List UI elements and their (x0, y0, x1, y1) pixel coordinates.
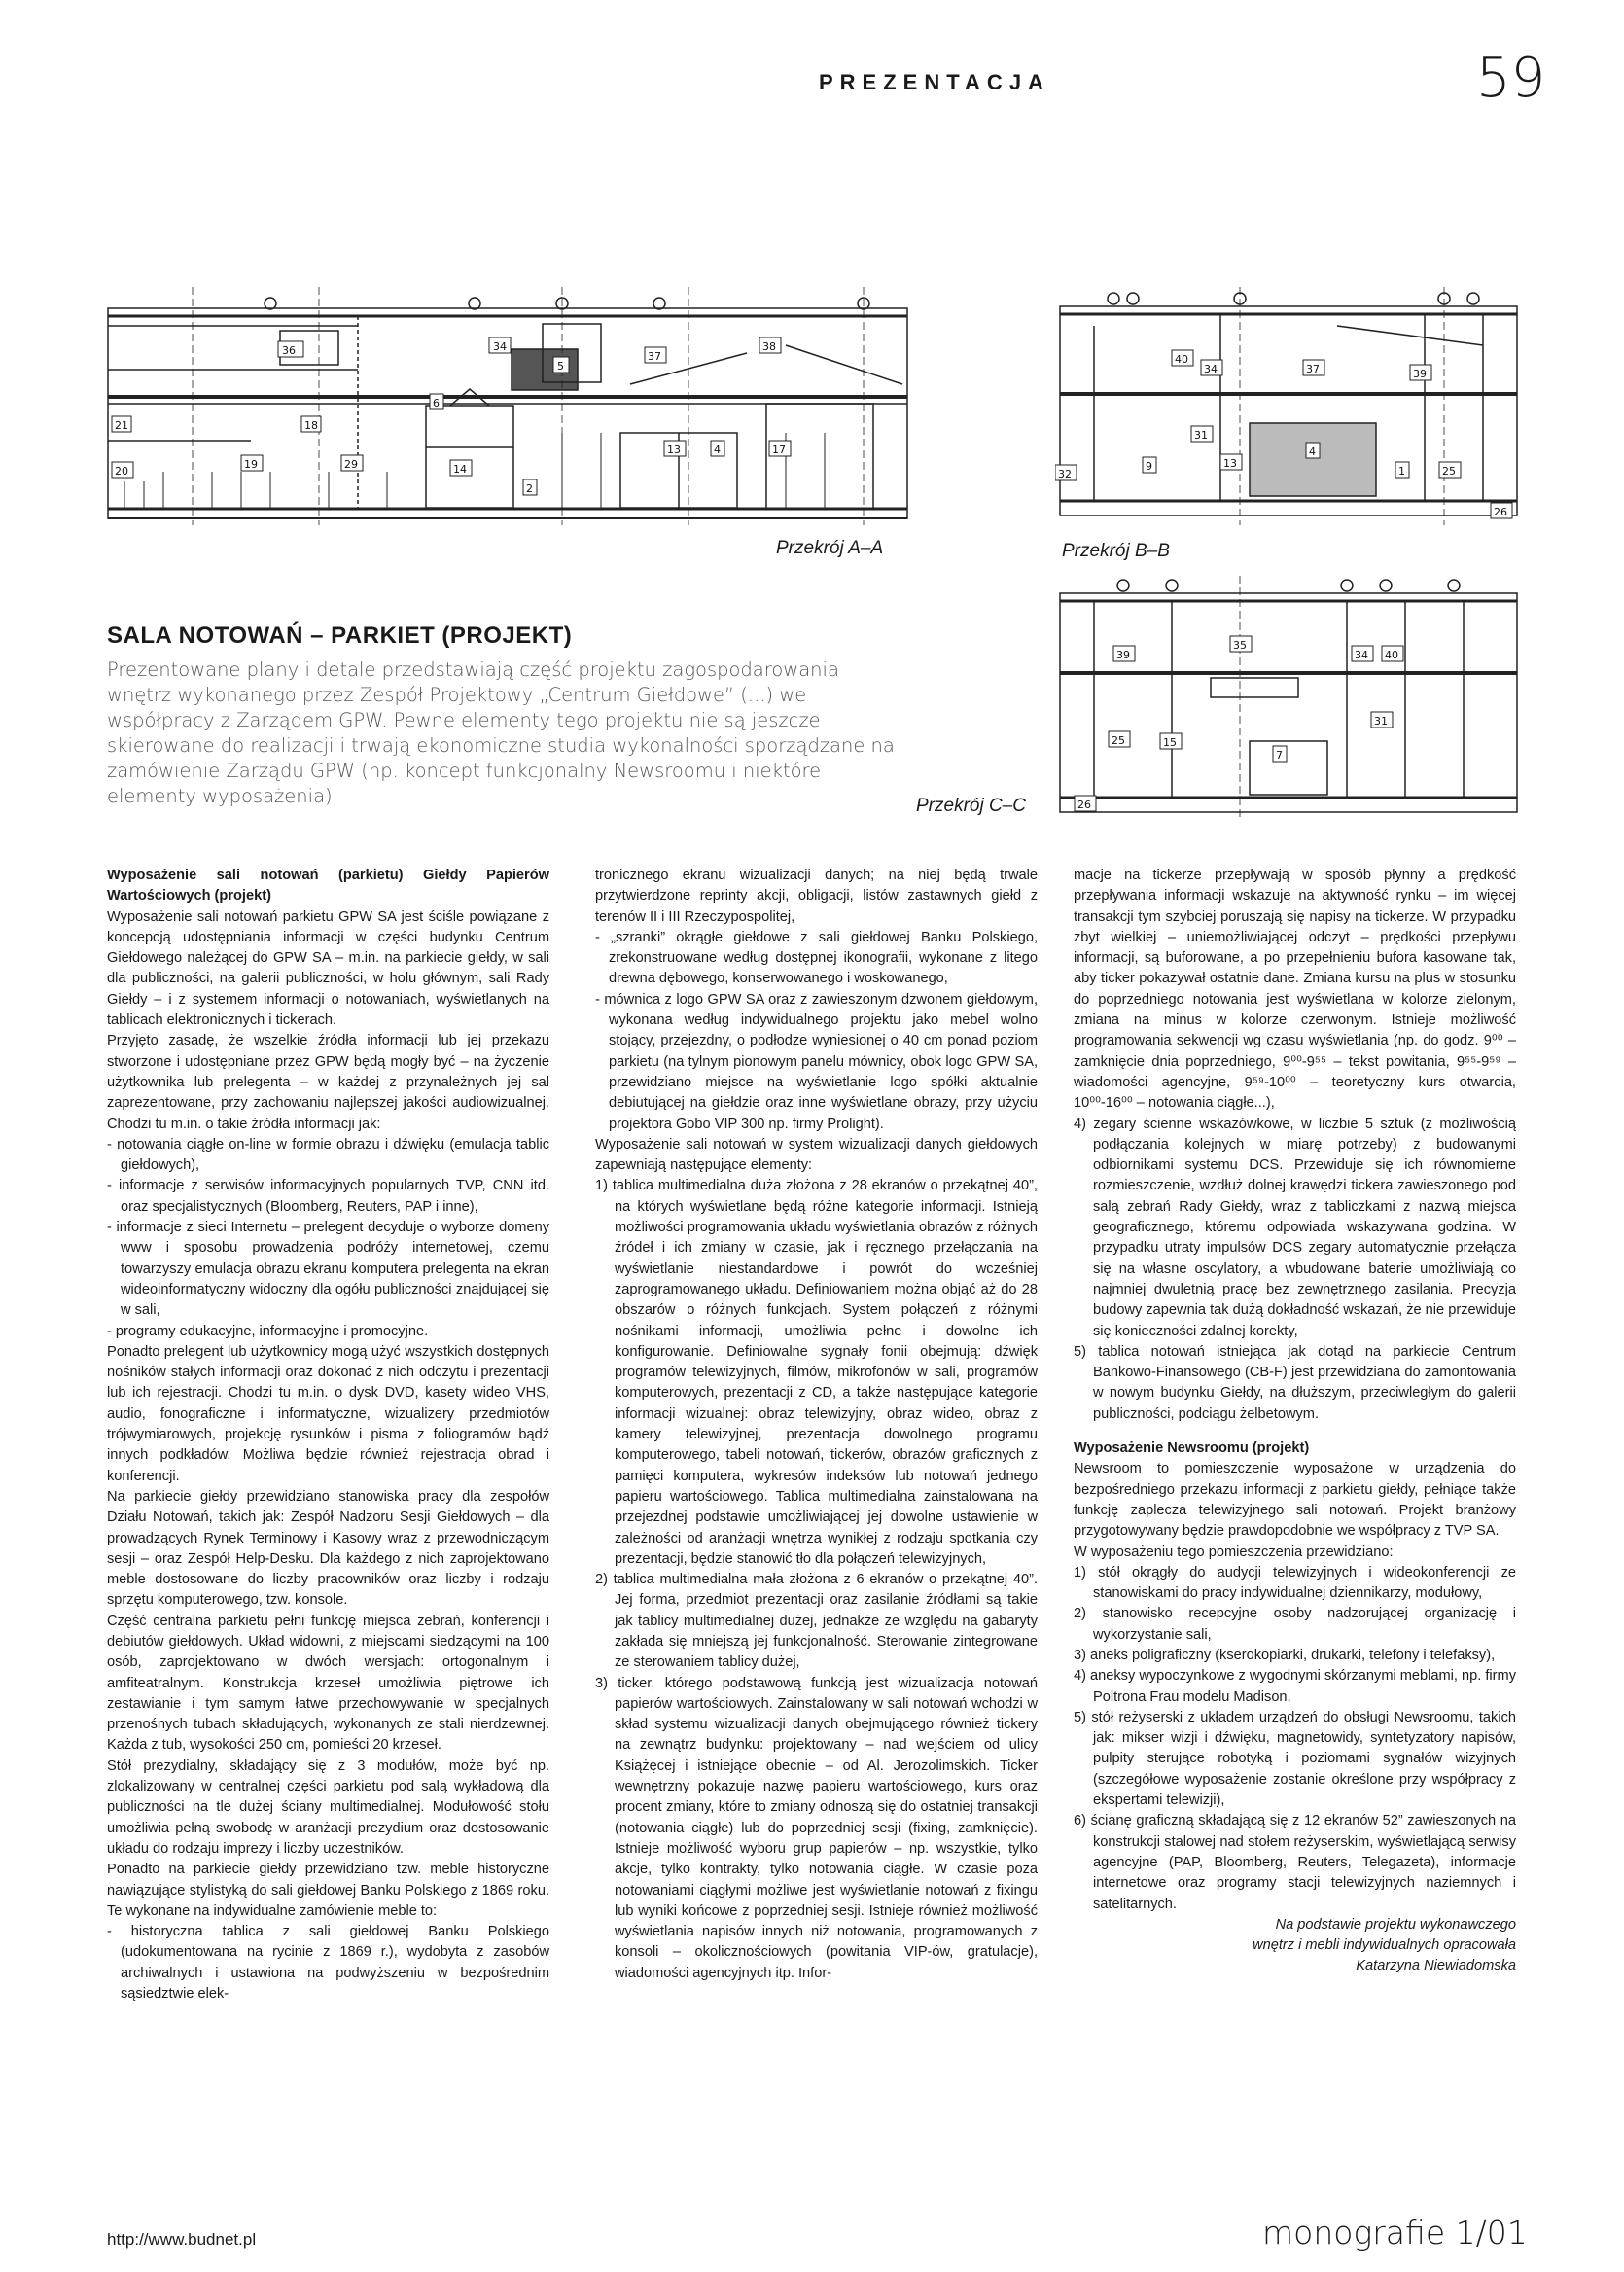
page-number: 59 (1476, 47, 1546, 110)
tag-label: 15 (1163, 736, 1177, 749)
signature-author: Katarzyna Niewiadomska (1356, 1958, 1516, 1974)
bullet-item: - mównica z logo GPW SA oraz z zawieszonym dzwonem giełdowym, wykonana według indywidualnego projektu jako mebel wolno stojący, przejezdny, o podłodze wyniesionej o 40 cm ponad poziom parkietu (na tylnym pionowym panelu mównicy, obok logo GPW SA, przewidziano miejsce na wyświetlanie logo spółki aktualnie debiutującej na giełdzie oraz inne wyświetlane obrazy, przy użyciu projektora Gobo VIP 300 np. firmy Prolight). (595, 991, 1038, 1132)
tag-label: 4 (1309, 445, 1316, 458)
tag-label: 40 (1175, 353, 1188, 366)
tag-label: 29 (344, 458, 358, 471)
caption-section-b-b: Przekrój B–B (1062, 541, 1170, 561)
section-drawing-c-c (1055, 576, 1522, 819)
caption-section-a-a: Przekrój A–A (776, 538, 884, 558)
paragraph: Wyposażenie sali notowań parkietu GPW SA jest ściśle powiązane z koncepcją udostępniania informacji w części budynku Centrum Giełdowego należącej do GPW SA – m.in. na parkiecie giełdy, w sali dla publiczności, na galerii publiczności, w holu głównym, sali Rady Giełdy – i z systemem informacji o notowaniach, wyświetlanych na tablicach elektronicznych i tickerach. (107, 908, 549, 1029)
tag-label: 4 (714, 444, 721, 456)
paragraph: Przyjęto zasadę, że wszelkie źródła informacji lub jej przekazu stworzone i udostępniane przez GPW będą mogły być – na życzenie użytkownika lub prelegenta – w każdej z przynależnych jej sal zaprezentowane, przy zachowaniu najlepszej jakości audiowizualnej. Chodzi tu m.in. o takie źródła informacji jak: (107, 1033, 549, 1132)
tag-label: 20 (115, 465, 128, 478)
tag-label: 39 (1116, 649, 1130, 661)
tag-label: 6 (433, 397, 440, 409)
tag-label: 1 (1398, 465, 1405, 478)
tag-label: 25 (1112, 734, 1125, 747)
paragraph: W wyposażeniu tego pomieszczenia przewidziano: (1074, 1544, 1394, 1560)
section-heading: Wyposażenie Newsroomu (projekt) (1074, 1440, 1310, 1457)
tag-label: 2 (526, 482, 533, 495)
article-intro: Prezentowane plany i detale przedstawiają część projektu zagospodarowania wnętrz wykonanego przez Zespół Projektowy „Centrum Giełdowe” (...) we współpracy z Zarządem GPW. Pewne elementy tego projektu nie są jeszcze skierowane do realizacji i trwają ekonomiczne studia wykonalności sporządzane na zamówienie Zarządu GPW (np. koncept funkcjonalny Newsroomu i niektóre elementy wyposażenia) (107, 658, 895, 807)
numbered-item: 2) stanowisko recepcyjne osoby nadzorującej organizację i wykorzystanie sali, (1074, 1606, 1516, 1643)
numbered-item: 3) ticker, którego podstawową funkcją jest wizualizacja notowań papierów wartościowych. Zainstalowany w sali notowań wchodzi w skład systemu wizualizacji danych obejmującego również tickery na zewnątrz budynku: projektowany – nad wejściem od ulicy Książęcej i istniejące obecnie – od Al. Jerozolimskich. Ticker wewnętrzny pokazuje nazwę papieru wartościowego, kurs oraz procent zmiany, które to zmiany odnoszą się do ostatniej transakcji (notowania ciągłe) lub do poprzedniej sesji (fixing, zamknięcie). Istnieje możliwość wyboru grup papierów – np. wszystkie, tylko akcje, tylko kontrakty, tylko notowania ciągłe. W czasie pozа notowaniami ciągłymi możliwe jest wyświetlanie notowań z fixingu lub wyniki końcowe z poprzedniej sesji. Istnieje również możliwość wyświetlania napisów innych niż notowania, programowanych z konsoli – okolicznościowych (powitania VIP-ów, gratulacje), wiadomości agencyjnych itp. Infor- (595, 1675, 1038, 1981)
tag-label: 34 (1204, 363, 1218, 375)
numbered-item: 4) zegary ścienne wskazówkowe, w liczbie 5 sztuk (z możliwością podłączania kolejnych w miarę potrzeby) z budowanymi odbiornikami systemu DCS. Przewiduje się ich równomierne rozmieszczenie, wzdłuż dolnej krawędzi tickera zawieszonego pod salą zebrań Rady Giełdy, wraz z tabliczkami z nazwą miejsca geograficznego, któremu odpowiada wskazywana godzina. W przypadku utraty impulsów DCS zegary automatycznie przełącza się na własne oscylatory, a wbudowane baterie umożliwiają co najmniej dwuletnią pracę bez zewnętrznego zasilania. Precyzja budowy zapewnia tak dużą dokładność wskazań, że nie przewiduje się konieczności zdalnej korekty, (1074, 1116, 1516, 1339)
section-heading: Wyposażenie sali notowań (parkietu) Giełdy Papierów Wartościowych (projekt) (107, 868, 549, 905)
caption-section-c-c: Przekrój C–C (916, 796, 1026, 816)
footer-publication: monografie 1/01 (1262, 2214, 1528, 2252)
paragraph: Stół prezydialny, składający się z 3 modułów, może być np. zlokalizowany w centralnej części parkietu pod salą wykładową dla publiczności na tle dużej ściany multimedialnej. Modułowość stołu umożliwia pełną swobodę w aranżacji prezydium oraz dostosowanie układu do rodzaju imprezy i liczby uczestników. (107, 1757, 549, 1857)
tag-label: 34 (1355, 649, 1368, 661)
bullet-item: - programy edukacyjne, informacyjne i promocyjne. (107, 1323, 429, 1339)
signature-line: Na podstawie projektu wykonawczego (1275, 1916, 1516, 1933)
paragraph: Część centralna parkietu pełni funkcję miejsca zebrań, konferencji i debiutów giełdowych. Układ widowni, z miejscami siedzącymi na 100 osób, zaprojektowano w dwóch wersjach: ortogonalnym i amfiteatralnym. Konstrukcja krzeseł umożliwia piętrowe ich zestawianie i tym samym łatwe przechowywanie w specjalnych przenośnych tubach składujących, wykonanych ze stali nierdzewnej. Każda z tub, wysokości 250 cm, pomieści 20 krzeseł. (107, 1613, 549, 1754)
tag-label: 31 (1374, 715, 1388, 728)
tag-label: 25 (1442, 465, 1456, 478)
text-column-3 (1074, 866, 1516, 1977)
tag-label: 13 (667, 444, 681, 456)
tag-label: 5 (557, 360, 564, 373)
paragraph: tronicznego ekranu wizualizacji danych; na niej będą trwale przytwierdzone reprinty akcji, obligacji, listów zastawnych giełd z terenów II i III Rzeczypospolitej, (595, 868, 1038, 925)
numbered-item: 6) ścianę graficzną składającą się z 12 ekranów 52” zawieszonych na konstrukcji stalowej nad stołem reżyserskim, wyświetlającą serwisy agencyjne (PAP, Bloomberg, Reuters, Telegazeta), informacje internetowe oraz programy stacji telewizyjnych naziemnych i satelitarnych. (1074, 1813, 1516, 1912)
bullet-item: - „szranki” okrągłe giełdowe z sali giełdowej Banku Polskiego, zrekonstruowane według dostępnej ikonografii, wykonane z litego drewna dębowego, konserwowanego i woskowanego, (595, 929, 1038, 987)
section-drawing-b-b (1055, 287, 1522, 525)
numbered-item: 1) tablica multimedialna duża złożona z 28 ekranów o przekątnej 40”, na których wyświetlane będą różne kategorie informacji. Istnieją możliwości programowania układu wyświetlania obrazów z różnych źródeł i ich zmiany w czasie, jak i ręcznego przełączania na wyświetlanie niestandardowe i powrót do wcześniej zaprogramowanego układu. Definiowaniem można objąć aż do 28 obszarów o różnych funkcjach. System połączeń z różnymi nośnikami informacji, umożliwia pełne i dowolne ich konfigurowanie. Definiowalne sygnały fonii obejmują: dźwięk programów telewizyjnych, filmów, mikrofonów w sali, programów komputerowych, prezentacji z CD, a także następujące kategorie informacji wizualnej: obraz telewizyjny, obraz wideo, obraz z kamery telewizyjnej, prezentacja dowolnego programu komputerowego, tabeli notowań, tickerów, obrazów graficznych z pamięci komputera, wykresów indeksów lub notowań jednego papieru wartościowego. Tablica multimedialna zainstalowana na przejezdnej podstawie umożliwiającej jej dowolne ustawienie w zależności od aranżacji wnętrza wynikłej z rodzaju spotkania czy prezentacji, będzie stanowić tło dla połączeń telewizyjnych, (595, 1178, 1038, 1567)
numbered-item: 3) aneks poligraficzny (kserokopiarki, drukarki, telefony i telefaksy), (1074, 1647, 1496, 1663)
tag-label: 9 (1146, 460, 1152, 473)
section-drawing-a-a-svg (105, 287, 912, 525)
footer-url[interactable]: http://www.budnet.pl (107, 2230, 257, 2249)
numbered-item: 5) tablica notowań istniejąca jak dotąd na parkiecie Centrum Bankowo-Finansowego (CB-F) jest przewidziana do zamontowania w nowym budynku Giełdy, na dłuższym, przeciwległym do galerii publiczności, podciągu żelbetowym. (1074, 1343, 1516, 1422)
tag-label: 37 (1306, 363, 1320, 375)
tag-label: 19 (244, 458, 258, 471)
tag-label: 39 (1413, 368, 1427, 380)
text-column-1 (107, 866, 549, 2005)
bullet-item: - informacje z serwisów informacyjnych popularnych TVP, CNN itd. oraz specjalistycznych (Bloomberg, Reuters, PAP i inne), (107, 1178, 549, 1215)
tag-label: 26 (1494, 506, 1507, 518)
numbered-item: 1) stół okrągły do audycji telewizyjnych i wideokonferencji ze stanowiskami do pracy indywidualnej dziennikarzy, modułowy, (1074, 1564, 1516, 1602)
tag-label: 37 (648, 350, 661, 363)
paragraph: macje na tickerze przepływają w sposób płynny a prędkość przepływania informacji wskazuje na aktywność rynku – im więcej transakcji tym szybciej poruszają się napisy na tickerze. W przypadku zbyt wielkiej – uniemożliwiającej odczyt – prędkości przepływu informacji, są buforowane, a po przepełnieniu bufora kasowane tak, aby ticker pokazywał ostatnie dane. Zmiana kursu na plus w stosunku do poprzedniego notowania jest wyświetlana w kolorze zielonym, zmiana na minus w kolorze czerwonym. Istnieje możliwość programowania sekwencji wg czasu wyświetlania (np. do godz. 9⁰⁰ – zamknięcie dnia poprzedniego, 9⁰⁰-9⁵⁵ – tekst powitania, 9⁵⁵-9⁵⁹ – wiadomości agencyjne, 9⁵⁹-10⁰⁰ – teoretyczny kurs otwarcia, 10⁰⁰-16⁰⁰ – notowania ciągłe...), (1074, 868, 1516, 1112)
tag-label: 34 (493, 340, 507, 353)
numbered-item: 2) tablica multimedialna mała złożona z 6 ekranów o przekątnej 40”. Jej forma, przedmiot prezentacji oraz zasilanie źródłami są takie jak tablicy multimedialnej dużej, jednakże ze względu na gabaryty zakłada się mniejszą jej funkcjonalność. Sterowanie zintegrowane ze sterowaniem tablicy dużej, (595, 1572, 1038, 1671)
numbered-item: 5) stół reżyserski z układem urządzeń do obsługi Newsroomu, takich jak: mikser wizji i dźwięku, magnetowidy, syntetyzatory napisów, pulpity sterujące robotyką i poziomami sygnałów wizyjnych (szczegółowe wyposażenie zostanie określone przy współpracy z ekspertami telewizji), (1074, 1709, 1516, 1809)
tag-label: 26 (1077, 799, 1091, 811)
bullet-item: - historyczna tablica z sali giełdowej Banku Polskiego (udokumentowana na rycinie z 1869 r.), wydobyta z zasobów archiwalnych i ustawiona na podwyższeniu w bezpośrednim sąsiedztwie elek- (107, 1924, 549, 2003)
paragraph: Na parkiecie giełdy przewidziano stanowiska pracy dla zespołów Działu Notowań, takich jak: Zespół Nadzoru Sesji Giełdowych – dla prowadzących Rynek Terminowy i Kasowy wraz z przewodniczącym sesji – oraz Zespół Help-Desku. Dla każdego z nich zaprojektowano meble dostosowane do liczby pracowników oraz liczby i rodzaju sprzętu komputerowego, tzw. konsole. (107, 1488, 549, 1609)
paragraph: Ponadto prelegent lub użytkownicy mogą użyć wszystkich dostępnych nośników stałych informacji oraz dokonać z nich odczytu i prezentacji lub ich rejestracji. Chodzi tu m.in. o dysk DVD, kasety wideo VHS, audio, fonograficzne i informatyczne, wizualizery przedmiotów trójwymiarowych, projekcję rysunków i pisma z foliogramów bądź innych podkładów. Możliwa będzie również rejestracja obrad i konferencji. (107, 1343, 549, 1484)
paragraph: Ponadto na parkiecie giełdy przewidziano tzw. meble historyczne nawiązujące stylistyką do sali giełdowej Banku Polskiego z 1869 roku. Te wykonane na indywidualne zamówienie meble to: (107, 1862, 549, 1919)
tag-label: 40 (1385, 649, 1398, 661)
tag-label: 31 (1194, 429, 1208, 442)
section-label: PREZENTACJA (819, 70, 1050, 94)
tag-label: 32 (1058, 468, 1072, 480)
text-column-2 (595, 866, 1038, 1984)
tag-label: 14 (453, 463, 467, 476)
paragraph: Newsroom to pomieszczenie wyposażone w urządzenia do bezpośredniego przekazu informacji z parkietu giełdy, pełniące także funkcję zaplecza telewizyjnego sali notowań. Projekt branżowy przygotowywany będzie prawdopodobnie we współpracy z TVP SA. (1074, 1461, 1516, 1540)
tag-label: 17 (772, 444, 786, 456)
tag-label: 18 (304, 419, 318, 432)
section-drawing-b-b-svg (1055, 287, 1522, 525)
tag-label: 21 (115, 419, 128, 432)
tag-label: 35 (1233, 639, 1247, 652)
tag-label: 13 (1223, 457, 1237, 470)
numbered-item: 4) aneksy wypoczynkowe z wygodnymi skórzanymi meblami, np. firmy Poltrona Frau modelu Madison, (1074, 1668, 1516, 1705)
article-title: SALA NOTOWAŃ – PARKIET (PROJEKT) (107, 622, 573, 649)
paragraph: Wyposażenie sali notowań w system wizualizacji danych giełdowych zapewniają następujące elementy: (595, 1136, 1038, 1174)
section-drawing-a-a (105, 287, 912, 525)
tag-label: 36 (282, 344, 296, 357)
tag-label: 38 (762, 340, 776, 353)
bullet-item: - notowania ciągłe on-line w formie obrazu i dźwięku (emulacja tablic giełdowych), (107, 1136, 549, 1174)
tag-label: 7 (1276, 749, 1283, 762)
signature-line: wnętrz i mebli indywidualnych opracowała (1253, 1937, 1516, 1954)
section-drawing-c-c-svg (1055, 576, 1522, 819)
bullet-item: - informacje z sieci Internetu – prelegent decyduje o wyborze domeny www i sposobu prowadzenia podróży internetowej, czemu towarzyszy emulacja obrazu ekranu komputera prelegenta na ekran wideoinformatyczny widoczny dla ogółu publiczności znajdującej się w sali, (107, 1220, 549, 1319)
spacer (1074, 1425, 1516, 1438)
